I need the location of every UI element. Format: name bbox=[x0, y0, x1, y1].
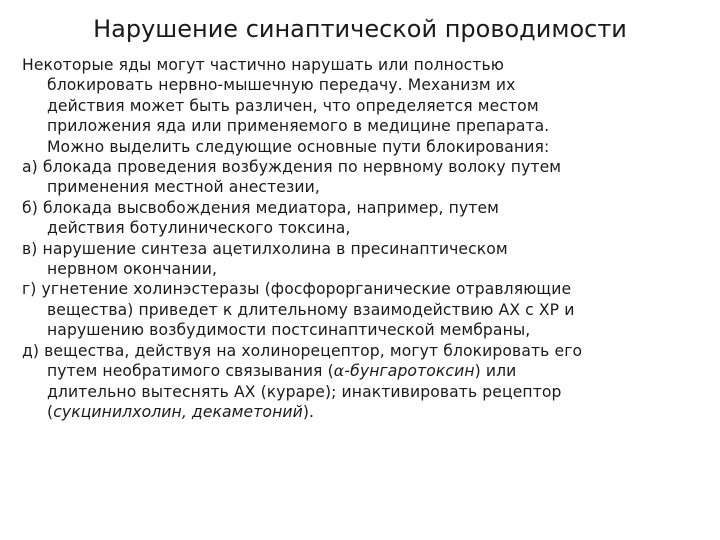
list-item-d bbox=[22, 279, 712, 340]
list-item-line: д) вещества, действуя на холинорецептор, могут блокировать его bbox=[22, 341, 583, 360]
drug-names: сукцинилхолин, декаметоний bbox=[53, 402, 303, 421]
intro-line: блокировать нервно-мышечную передачу. Механизм их bbox=[47, 76, 516, 95]
list-item-line: действия ботулинического токсина, bbox=[47, 219, 351, 238]
list-item-line: ) или bbox=[474, 362, 517, 381]
list-item-line: вещества) приведет к длительному взаимодействию АХ с ХР и bbox=[47, 300, 575, 319]
paren-open: ( bbox=[47, 402, 54, 421]
intro-line: приложения яда или применяемого в медицине препарата. bbox=[47, 117, 550, 136]
list-item-e bbox=[22, 341, 712, 423]
list-item-line: в) нарушение синтеза ацетилхолина в пресинаптическом bbox=[22, 239, 508, 258]
list-item-line: путем необратимого связывания ( bbox=[47, 362, 334, 381]
list-item-line: нервном окончании, bbox=[47, 260, 218, 279]
paren-close: ). bbox=[302, 402, 315, 421]
intro-line: Можно выделить следующие основные пути блокирования: bbox=[47, 137, 550, 156]
list-item-line: б) блокада высвобождения медиатора, например, путем bbox=[22, 198, 500, 217]
alpha-symbol: α bbox=[333, 362, 345, 381]
list-item-a bbox=[22, 157, 712, 198]
intro-line: действия может быть различен, что определяется местом bbox=[47, 96, 539, 115]
list-item-line: нарушению возбудимости постсинаптической мембраны, bbox=[47, 321, 531, 340]
list-item-line: г) угнетение холинэстеразы (фосфорорганические отравляющие bbox=[22, 280, 572, 299]
list-item-c bbox=[22, 239, 712, 280]
toxin-name: -бунгаротоксин bbox=[344, 362, 475, 381]
slide-body bbox=[22, 55, 712, 422]
list-item-line: длительно вытеснять АХ (кураре); инактивировать рецептор bbox=[47, 382, 562, 401]
slide-title: Нарушение синаптической проводимости bbox=[93, 15, 627, 43]
list-item-line: применения местной анестезии, bbox=[47, 178, 320, 197]
intro-paragraph bbox=[22, 55, 712, 157]
list-item-line: а) блокада проведения возбуждения по нервному волоку путем bbox=[22, 158, 562, 177]
intro-line: Некоторые яды могут частично нарушать или полностью bbox=[22, 56, 504, 74]
list-item-b bbox=[22, 198, 712, 239]
